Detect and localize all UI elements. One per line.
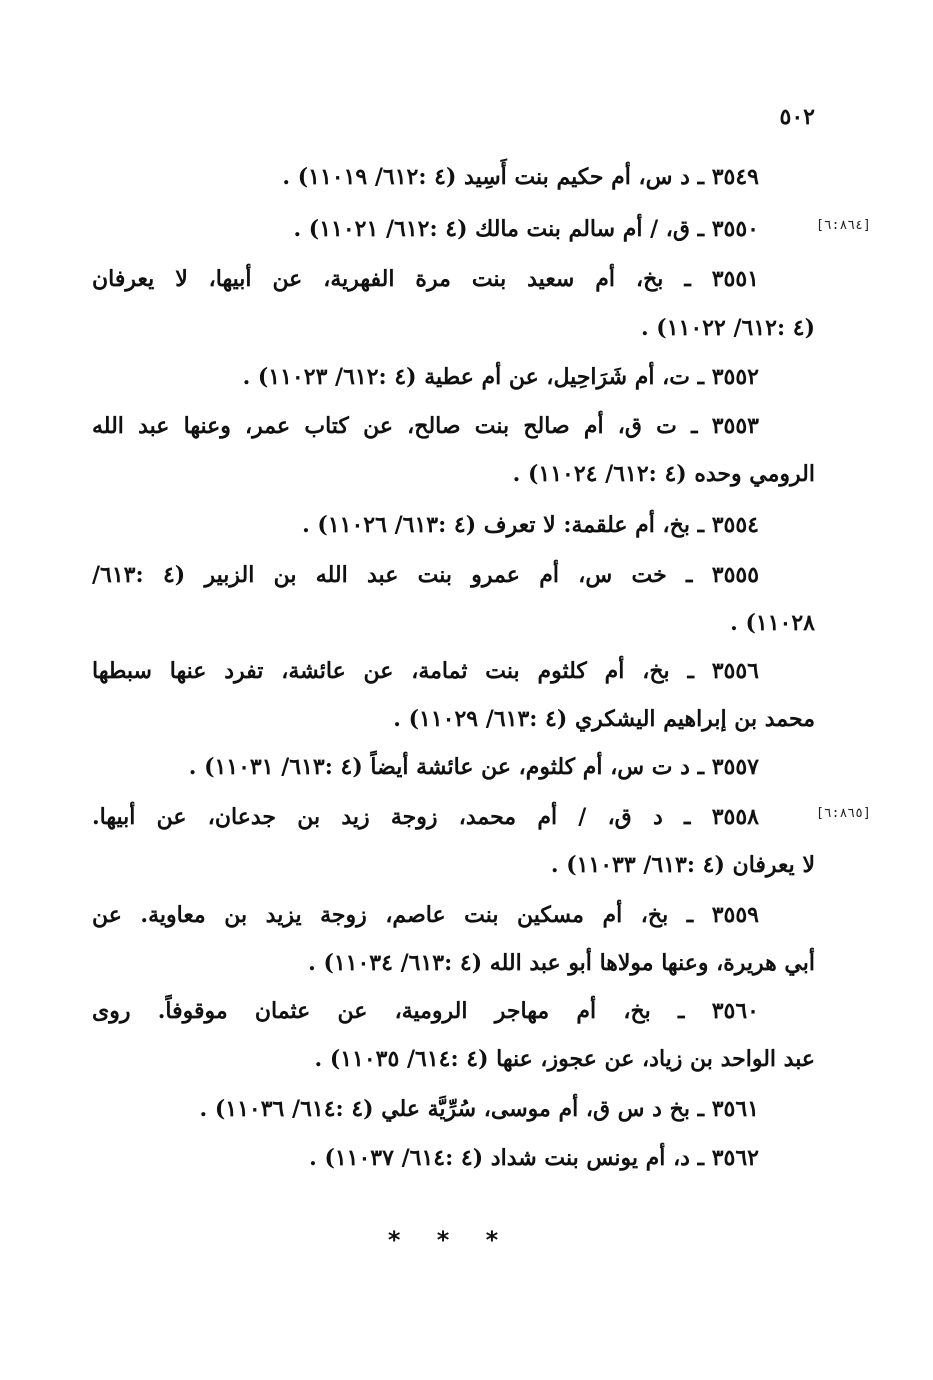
entry-line: لا يعرفان (٤ :٦١٣/ ١١٠٣٣) .: [550, 852, 815, 878]
entry-line: أبي هريرة، وعنها مولاها أبو عبد الله (٤ :٦١٣/ ١١٠٣٤) .: [308, 950, 815, 976]
entry-line: ٣٥٥٥ ـ خت س، أم عمرو بنت عبد الله بن الزبير (٤ :٦١٣/: [92, 562, 760, 588]
margin-note-864: [٦:٨٦٤]: [816, 218, 871, 233]
entry-line: ١١٠٢٨) .: [730, 610, 815, 636]
margin-note-865: [٦:٨٦٥]: [816, 806, 871, 821]
entry-line: ٣٥٥٤ ـ بخ، أم علقمة: لا تعرف (٤ :٦١٣/ ١١٠٢٦) .: [302, 512, 759, 538]
entry-line: محمد بن إبراهيم اليشكري (٤ :٦١٣/ ١١٠٢٩) .: [393, 706, 815, 732]
entry-line: الرومي وحده (٤ :٦١٢/ ١١٠٢٤) .: [512, 461, 815, 487]
entry-line: ٣٥٥٧ ـ د ت س، أم كلثوم، عن عائشة أيضاً (٤ :٦١٣/ ١١٠٣١) .: [188, 754, 759, 780]
entry-line: ٣٥٥٢ ـ ت، أم شَرَاحِيل، عن أم عطية (٤ :٦١٢/ ١١٠٢٣) .: [242, 364, 759, 390]
entry-line: ٣٥٦٢ ـ د، أم يونس بنت شداد (٤ :٦١٤/ ١١٠٣٧) .: [309, 1145, 759, 1171]
entry-line: ٣٥٥٨ ـ د ق، / أم محمد، زوجة زيد بن جدعان، عن أبيها.: [92, 804, 759, 830]
entry-line: ٣٥٤٩ ـ د س، أم حكيم بنت أَسِيد (٤ :٦١٢/ ١١٠١٩) .: [282, 164, 759, 190]
entry-line: ٣٥٥٠ ـ ق، / أم سالم بنت مالك (٤ :٦١٢/ ١١٠٢١) .: [293, 216, 759, 242]
page-number: ٥٠٢: [779, 104, 815, 130]
entry-line: ٣٥٥٦ ـ بخ، أم كلثوم بنت ثمامة، عن عائشة، تفرد عنها سبطها: [92, 658, 759, 684]
entry-line: ٣٥٥١ ـ بخ، أم سعيد بنت مرة الفهرية، عن أبيها، لا يعرفان: [92, 266, 759, 292]
entry-line: ٣٥٥٩ ـ بخ، أم مسكين بنت عاصم، زوجة يزيد بن معاوية. عن: [92, 902, 759, 928]
entry-line: ٣٥٦١ ـ بخ د س ق، أم موسى، سُرِّيَّة علي (٤ :٦١٤/ ١١٠٣٦) .: [199, 1096, 759, 1122]
entry-line: عبد الواحد بن زياد، عن عجوز، عنها (٤ :٦١٤/ ١١٠٣٥) .: [314, 1046, 815, 1072]
entry-line: ٣٥٦٠ ـ بخ، أم مهاجر الرومية، عن عثمان موقوفاً. روى: [92, 998, 759, 1024]
section-ornament: * * *: [387, 1226, 513, 1254]
entry-line: (٤ :٦١٢/ ١١٠٢٢) .: [640, 315, 815, 341]
entry-line: ٣٥٥٣ ـ ت ق، أم صالح بنت صالح، عن كتاب عمر، وعنها عبد الله: [92, 413, 759, 439]
